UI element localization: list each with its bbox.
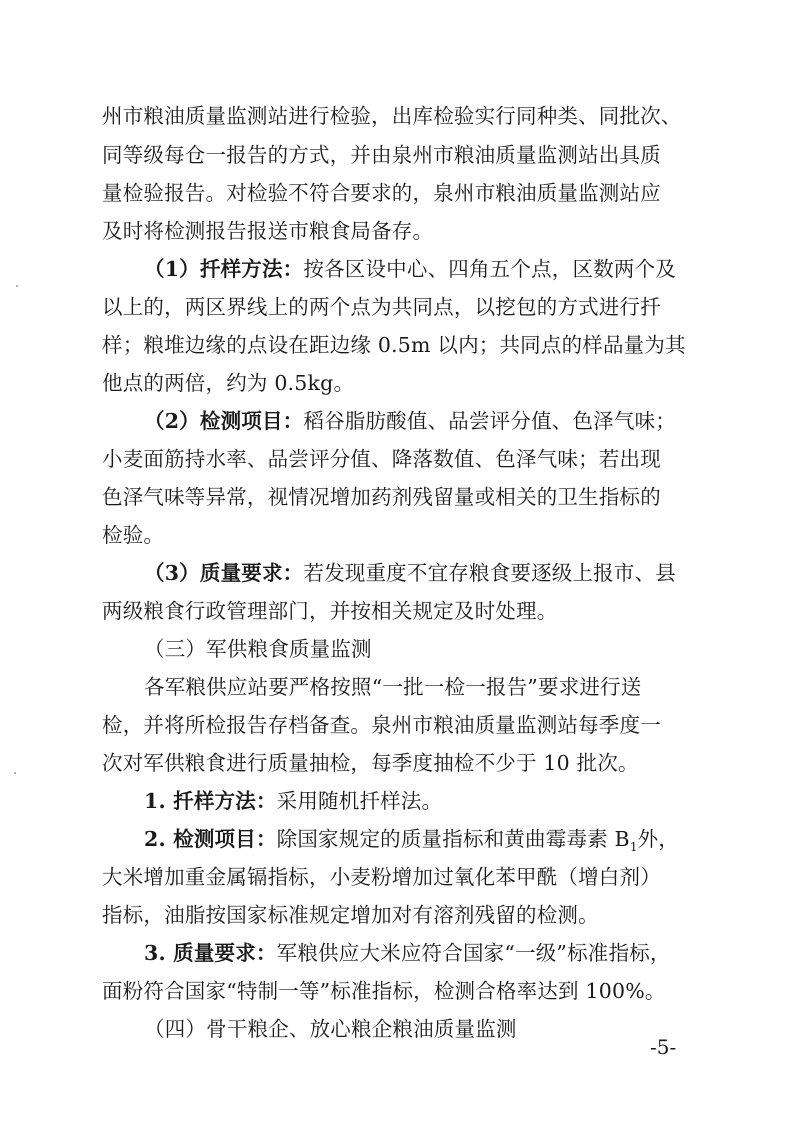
- paragraph-line: 他点的两倍，约为 0.5kg。: [102, 371, 355, 395]
- paragraph-line: 样；粮堆边缘的点设在距边缘 0.5m 以内；共同点的样品量为其: [102, 333, 686, 357]
- page-number: -5-: [650, 1035, 677, 1059]
- mil-test-items-heading: 2. 检测项目：: [144, 827, 277, 851]
- paragraph-line: 以上的，两区界线上的两个点为共同点，以挖包的方式进行扦: [102, 295, 661, 319]
- paragraph-line: （2）检测项目：稻谷脂肪酸值、品尝评分值、色泽气味；: [144, 409, 676, 433]
- paragraph-line: 及时将检测报告报送市粮食局备存。: [102, 219, 434, 243]
- mil-sampling-heading: 1. 扦样方法：: [144, 789, 277, 813]
- paragraph-line: 色泽气味等异常，视情况增加药剂残留量或相关的卫生指标的: [102, 485, 661, 509]
- paragraph-line: 检验。: [102, 523, 165, 547]
- paragraph-line: 检，并将所检报告存档备查。泉州市粮油质量监测站每季度一: [102, 713, 661, 737]
- paragraph-line: 大米增加重金属镉指标，小麦粉增加过氧化苯甲酰（增白剂）: [102, 865, 661, 889]
- quality-req-heading: （3）质量要求：: [144, 561, 304, 585]
- paragraph-line: 州市粮油质量监测站进行检验，出库检验实行同种类、同批次、: [102, 104, 682, 128]
- section-heading-key-enterprises: （四）骨干粮企、放心粮企粮油质量监测: [144, 1017, 517, 1041]
- test-items-heading: （2）检测项目：: [144, 409, 304, 433]
- sampling-method-heading: （1）扦样方法：: [144, 257, 304, 281]
- paragraph-line: （3）质量要求：若发现重度不宜存粮食要逐级上报市、县: [144, 561, 676, 585]
- paragraph-line: 小麦面筋持水率、品尝评分值、降落数值、色泽气味；若出现: [102, 447, 661, 471]
- mil-quality-req-heading: 3. 质量要求：: [144, 941, 277, 965]
- paragraph-line: 2. 检测项目：除国家规定的质量指标和黄曲霉毒素 $B_1$外，: [144, 827, 680, 855]
- paragraph-line: 面粉符合国家“特制一等”标准指标，检测合格率达到 100%。: [102, 979, 666, 1003]
- paragraph-line: 各军粮供应站要严格按照“一批一检一报告”要求进行送: [144, 675, 642, 699]
- subscript-one: 1: [629, 840, 638, 855]
- paragraph-line: 量检验报告。对检验不符合要求的，泉州市粮油质量监测站应: [102, 181, 661, 205]
- paragraph-line: 两级粮食行政管理部门，并按相关规定及时处理。: [102, 599, 558, 623]
- paragraph-line: 同等级每仓一报告的方式，并由泉州市粮油质量监测站出具质: [102, 143, 661, 167]
- paragraph-line: 1. 扦样方法：采用随机扦样法。: [144, 789, 443, 813]
- section-heading-military: （三）军供粮食质量监测: [144, 637, 372, 661]
- paragraph-line: 次对军供粮食进行质量抽检，每季度抽检不少于 10 批次。: [102, 751, 639, 775]
- paragraph-line: （1）扦样方法：按各区设中心、四角五个点，区数两个及: [144, 257, 676, 281]
- paragraph-line: 3. 质量要求：军粮供应大米应符合国家“一级”标准指标，: [144, 941, 671, 965]
- paragraph-line: 指标，油脂按国家标准规定增加对有溶剂残留的检测。: [102, 903, 599, 927]
- scan-speck: [14, 772, 16, 774]
- scan-speck: [16, 285, 18, 287]
